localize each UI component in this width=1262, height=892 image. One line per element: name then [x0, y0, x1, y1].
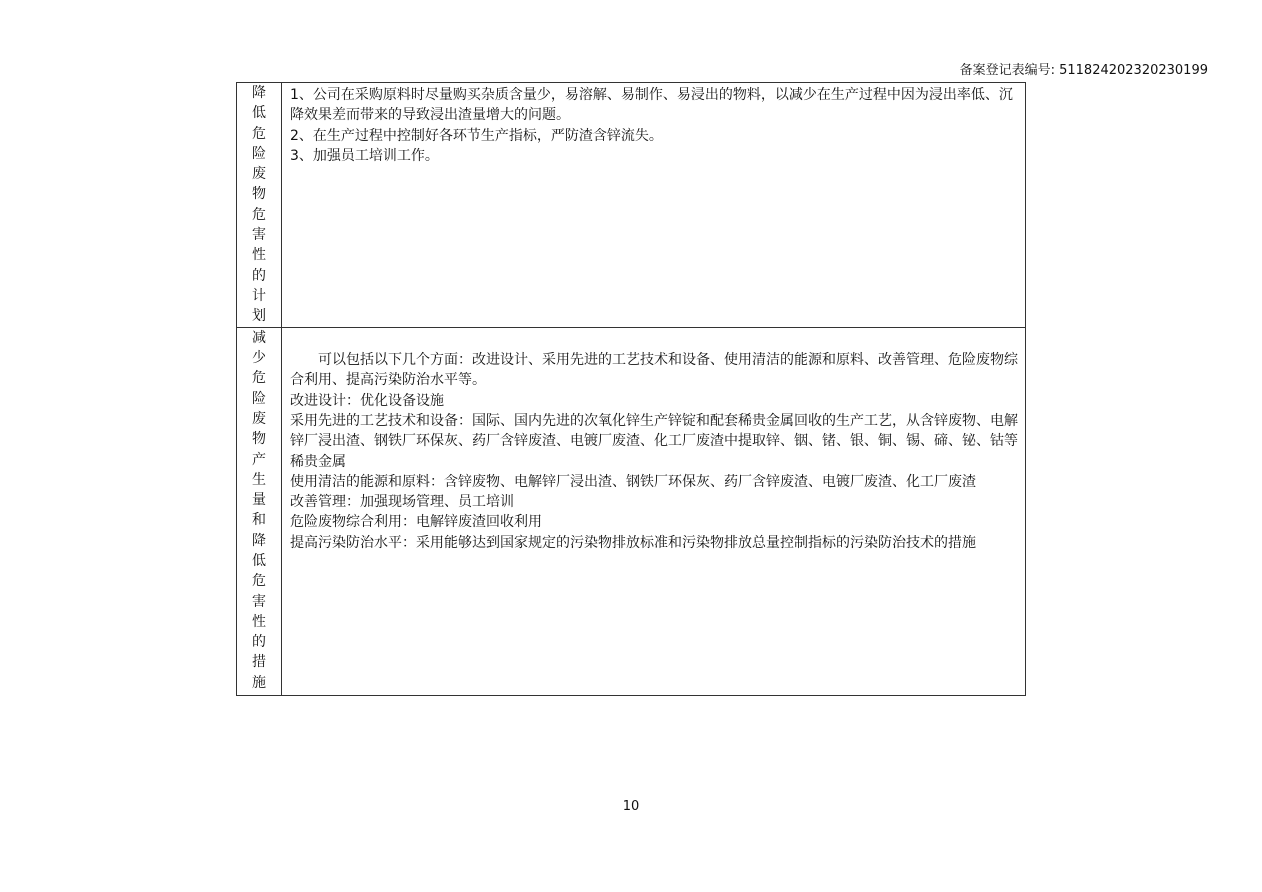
- plan-item-1: 1、公司在采购原料时尽量购买杂质含量少，易溶解、易制作、易浸出的物料，以减少在生产过程中因为浸出率低、沉降效果差而带来的导致浸出渣量增大的问题。: [290, 87, 1013, 124]
- measure-design: 改进设计：优化设备设施: [290, 392, 444, 409]
- row-label-reduction-measures: 减少危险废物产生量和降低危害性的措施: [252, 329, 266, 691]
- measures-intro: 可以包括以下几个方面：改进设计、采用先进的工艺技术和设备、使用清洁的能源和原料、改善管理、危险废物综合利用、提高污染防治水平等。: [290, 352, 1018, 389]
- row-content-reduction-measures: [282, 327, 1026, 695]
- plan-item-3: 3、加强员工培训工作。: [290, 147, 439, 164]
- page-number: 10: [622, 799, 640, 814]
- row-content-reduction-plan: [282, 83, 1026, 328]
- measure-management: 改善管理：加强现场管理、员工培训: [290, 494, 514, 511]
- hazardous-waste-table: [236, 82, 1026, 696]
- measure-utilization: 危险废物综合利用：电解锌废渣回收利用: [290, 514, 542, 531]
- table-row-reduction-measures: [237, 327, 1026, 695]
- plan-item-2: 2、在生产过程中控制好各环节生产指标，严防渣含锌流失。: [290, 127, 663, 144]
- record-number: 备案登记表编号: 511824202320230199: [959, 63, 1208, 78]
- table-row-reduction-plan: [237, 83, 1026, 328]
- measure-technology: 采用先进的工艺技术和设备：国际、国内先进的次氧化锌生产锌锭和配套稀贵金属回收的生产工艺，从含锌废物、电解锌厂浸出渣、钢铁厂环保灰、药厂含锌废渣、电镀厂废渣、化工厂废渣中提取锌、铟、锗、银、铜、锡、碲、铋、钴等稀贵金属: [290, 412, 1018, 470]
- row-label-cell: [237, 83, 282, 328]
- row-label-cell: [237, 327, 282, 695]
- row-label-reduction-plan: 降低危险废物危害性的计划: [252, 85, 266, 325]
- measure-pollution-control: 提高污染防治水平：采用能够达到国家规定的污染物排放标准和污染物排放总量控制指标的污染防治技术的措施: [290, 534, 976, 551]
- measure-clean-materials: 使用清洁的能源和原料：含锌废物、电解锌厂浸出渣、钢铁厂环保灰、药厂含锌废渣、电镀厂废渣、化工厂废渣: [290, 473, 976, 490]
